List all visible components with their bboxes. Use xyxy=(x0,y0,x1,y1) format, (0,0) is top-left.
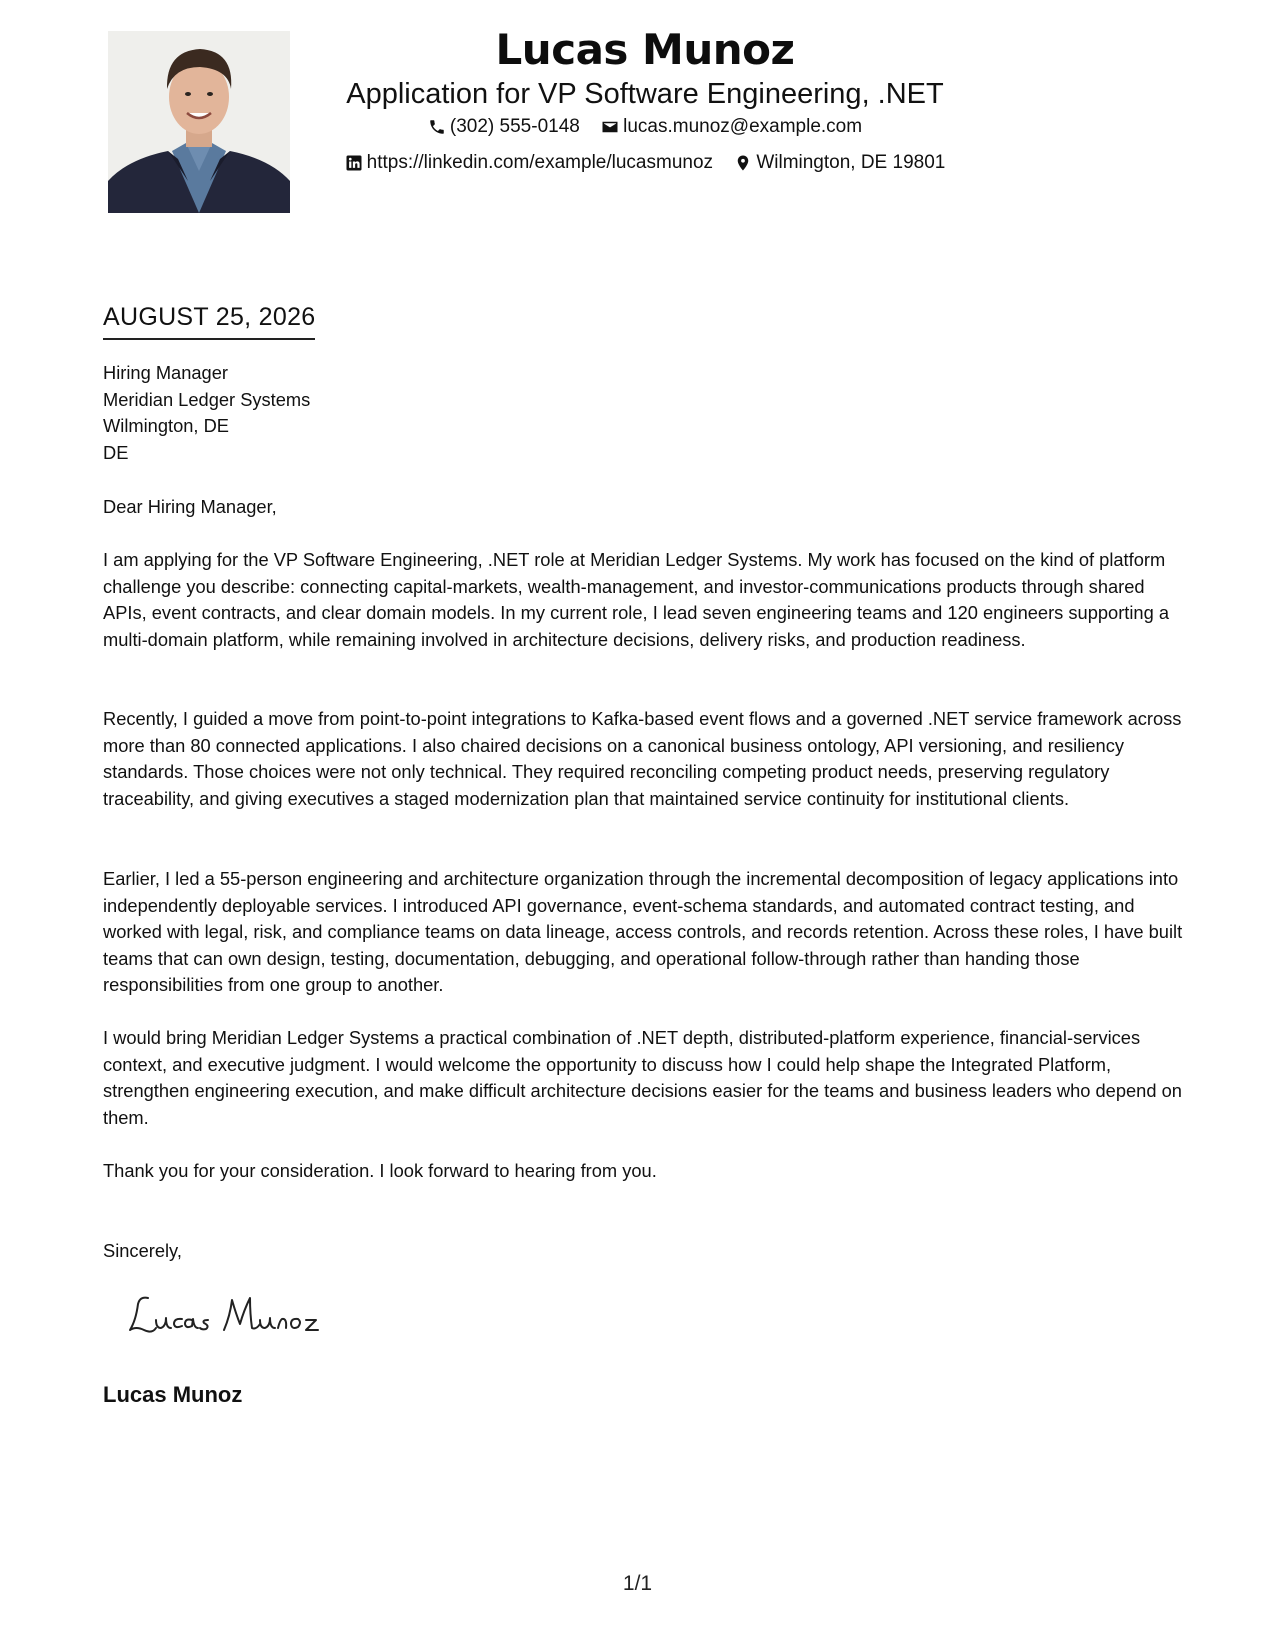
recipient-line: DE xyxy=(103,441,129,463)
recipient-block xyxy=(103,360,1183,466)
profile-photo-illustration xyxy=(108,31,290,213)
application-subtitle: Application for VP Software Engineering, .NET xyxy=(346,78,944,110)
body-paragraph: Thank you for your consideration. I look forward to hearing from you. xyxy=(103,1160,657,1181)
profile-photo xyxy=(108,31,290,213)
contact-location xyxy=(734,147,945,179)
recipient-line: Meridian Ledger Systems xyxy=(103,388,311,410)
page-number: 1/1 xyxy=(622,1572,653,1595)
linkedin-url: https://linkedin.com/example/lucasmunoz xyxy=(366,152,714,173)
contact-linkedin xyxy=(345,147,713,179)
body-paragraph: I am applying for the VP Software Engineering, .NET role at Meridian Ledger Systems. My work has focused on the kind of platform challenge you describe: connecting capital-markets, wealth-management, and investor-communications products through shared APIs, event contracts, and clear domain models. In my current role, I lead seven engineering teams and 120 engineers supporting a multi-domain platform, while remaining involved in architecture decisions, delivery risks, and production readiness. xyxy=(103,549,1169,650)
salutation: Dear Hiring Manager, xyxy=(103,496,277,517)
contact-phone xyxy=(428,111,580,143)
phone-number: (302) 555-0148 xyxy=(449,116,580,137)
letter-date: AUGUST 25, 2026 xyxy=(103,300,315,340)
body-paragraph: Recently, I guided a move from point-to-point integrations to Kafka-based event flows and a governed .NET service framework across more than 80 connected applications. I also chaired decisions on a canonical business ontology, API versioning, and resiliency standards. Those choices were not only technical. They required reconciling competing product needs, preserving regulatory traceability, and giving executives a staged modernization plan that maintained service continuity for institutional clients. xyxy=(103,708,1182,809)
letter-header xyxy=(300,22,990,183)
body-paragraph: Earlier, I led a 55-person engineering and architecture organization through the incremental decomposition of legacy applications into independently deployable services. I introduced API governance, event-schema standards, and automated contract testing, and worked with legal, risk, and compliance teams on data lineage, access controls, and records retention. Across these roles, I have built teams that can own design, testing, documentation, debugging, and operational follow-through rather than handing those responsibilities from one group to another. xyxy=(103,868,1183,995)
linkedin-icon xyxy=(345,154,363,172)
map-pin-icon xyxy=(734,154,752,172)
recipient-line: Wilmington, DE xyxy=(103,415,229,436)
email-address: lucas.munoz@example.com xyxy=(623,116,863,137)
contact-row-2 xyxy=(300,147,990,183)
contact-row-1 xyxy=(300,111,990,147)
handwritten-signature xyxy=(126,1290,336,1347)
signer-name: Lucas Munoz xyxy=(103,1382,243,1407)
contact-email xyxy=(601,111,862,143)
closing: Sincerely, xyxy=(103,1240,182,1261)
recipient-line: Hiring Manager xyxy=(103,362,228,383)
body-paragraph: I would bring Meridian Ledger Systems a practical combination of .NET depth, distributed-platform experience, financial-services context, and executive judgment. I would welcome the opportunity to discuss how I could help shape the Integrated Platform, strengthen engineering execution, and make difficult architecture decisions easier for the teams and business leaders who depend on them. xyxy=(103,1027,1182,1128)
applicant-name: Lucas Munoz xyxy=(495,25,795,74)
phone-icon xyxy=(428,118,446,136)
location-text: Wilmington, DE 19801 xyxy=(756,152,946,173)
envelope-icon xyxy=(601,118,619,136)
signature-drawing xyxy=(126,1290,336,1342)
